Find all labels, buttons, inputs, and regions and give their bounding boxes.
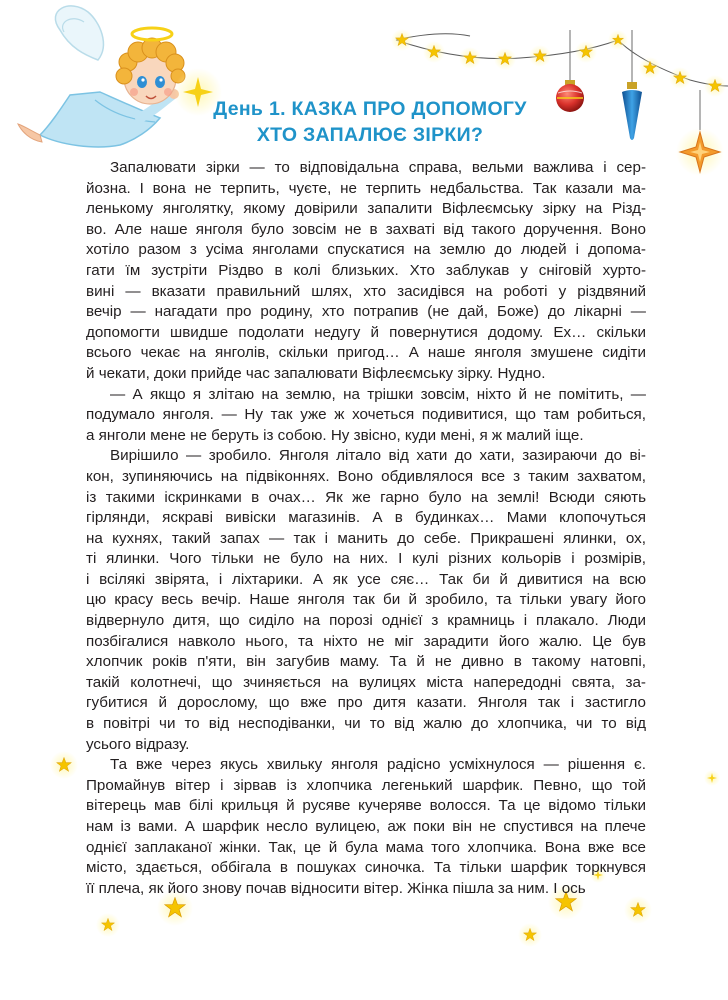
story-line: хлопчик років п'яти, він загубив маму. Та й не дивно в такому натовпі, — [86, 653, 646, 671]
page-title-line1: День 1. КАЗКА ПРО ДОПОМОГУ — [213, 98, 527, 120]
story-line: гірлянди, яскраві вивіски магазинів. А в будинках… Мами клопочуться — [86, 509, 646, 527]
story-line: вітерець мав білі крильця й русяве кучеряве волосся. Та це відомо тільки — [86, 797, 646, 815]
story-line: — А якщо я злітаю на землю, на трішки зовсім, ніхто й не помітить, — — [110, 385, 646, 403]
story-paragraph-p4 — [86, 755, 646, 899]
story-line: й чекати, доки прийде час запалювати Віфлеємську зірку. Нудно. — [86, 364, 546, 382]
story-line: її плеча, як його знову почав відносити вітер. Жінка пішла за ним. І ось — [86, 879, 586, 897]
story-line: Запалювати зірки — то відповідальна справа, вельми важлива і сер- — [110, 159, 646, 176]
story-line: цю красу весь вечір. Наше янголя так би й зробило, та тільки увагу його — [86, 591, 646, 609]
page-title-line2: ХТО ЗАПАЛЮЄ ЗІРКИ? — [256, 124, 484, 146]
story-line: во. Але наше янголя було зовсім не в захваті від такого доручення. Воно — [86, 220, 646, 238]
story-line: місто, здається, оббігала в пошуках синочка. Та тільки шарфик торкнувся — [86, 859, 646, 877]
story-line: ті ялинки. Чого тільки не було на них. І кулі різних кольорів і розмірів, — [86, 550, 646, 568]
story-line: і всілякі звірята, і ліхтарики. А як усе сяє… Так би й дивитися на всю — [86, 570, 646, 588]
story-paragraph-p3 — [86, 446, 646, 755]
story-line: вечір — нагадати про родину, хто потрапив (не дай, Боже) до лікарні — — [86, 303, 646, 321]
story-text — [86, 158, 646, 899]
story-line: однієї заплаканої жінки. Так, це й була мама того хлопчика. Вона вже все — [86, 838, 646, 856]
angel-illustration — [18, 6, 185, 147]
orange-star-ornament — [676, 90, 724, 176]
story-paragraph-p1 — [86, 158, 646, 385]
story-line: всього чекає на янголів, скільки пригод… А наше янголя змушене сидіти — [86, 344, 646, 362]
story-line: хотіло разом з усіма янголами спускатися на землю до людей і допома- — [86, 241, 646, 259]
story-line: вині — вказати правильний шлях, хто засидівся на роботі у різдвяний — [86, 282, 646, 300]
story-line: ленькому янголятку, якому довірили запалити Віфлеємську зірку на Різд- — [86, 200, 646, 218]
story-line: усього відразу. — [86, 735, 190, 753]
story-line: йозна. І вона не терпить, чуєте, не терпить недбальства. Так казали ма- — [86, 179, 646, 197]
story-line: Вирішило — зробило. Янголя літало від хати до хати, зазираючи до ві- — [110, 447, 646, 465]
story-line: кон, зупиняючись на підвіконнях. Воно обдивлялося все з таким захватом, — [86, 467, 646, 485]
story-line: нам із вами. А шарфик несло вулицею, аж поки він не спустився на плече — [86, 818, 646, 835]
story-line: Промайнув вітер і зірвав із хлопчика легенький шарфик. Певно, що той — [86, 776, 646, 794]
red-ball-ornament — [556, 30, 584, 112]
story-line: гати їм зустріти Різдво в колі близьких. Хто заблукав у сніговій хурто- — [86, 261, 646, 279]
story-line: із такими іскринками в очах… Як же гарно було на землі! Всюди сяють — [86, 488, 646, 506]
story-line: позбігалися навколо нього, та ніхто не міг зарадити його жалю. Це був — [86, 632, 646, 650]
story-line: на кухнях, такий запах — так і манить до себе. Прикрашені ялинки, ох, — [86, 529, 646, 547]
star-garland — [391, 29, 728, 97]
story-line: відвернуло дитя, що сиділо на порозі однієї з крамниць і плакало. Люди — [86, 612, 646, 630]
story-line: а янголи мене не беруть із собою. Ну звісно, куди мені, я ж малий іще. — [86, 426, 584, 444]
story-line: в повітрі чи то від несподіванки, чи то від жалю до хлопчика, чи то від — [86, 715, 646, 733]
story-line: такій колотнечі, що зчиняється на вулицях міста напередодні свята, за- — [86, 673, 646, 691]
story-line: губитися й дорослому, що вже про дитя казати. Янголя так і застигло — [86, 694, 646, 712]
story-line: допомогти швидше подолати недугу й повернутися додому. Ех… скільки — [86, 323, 646, 341]
story-paragraph-p2 — [86, 385, 646, 447]
story-line: подумало янголя. — Ну так уже ж хочеться подивитися, що там робиться, — [86, 406, 646, 424]
story-line: Та вже через якусь хвильку янголя радісно усміхнулося — рішення є. — [110, 756, 646, 774]
